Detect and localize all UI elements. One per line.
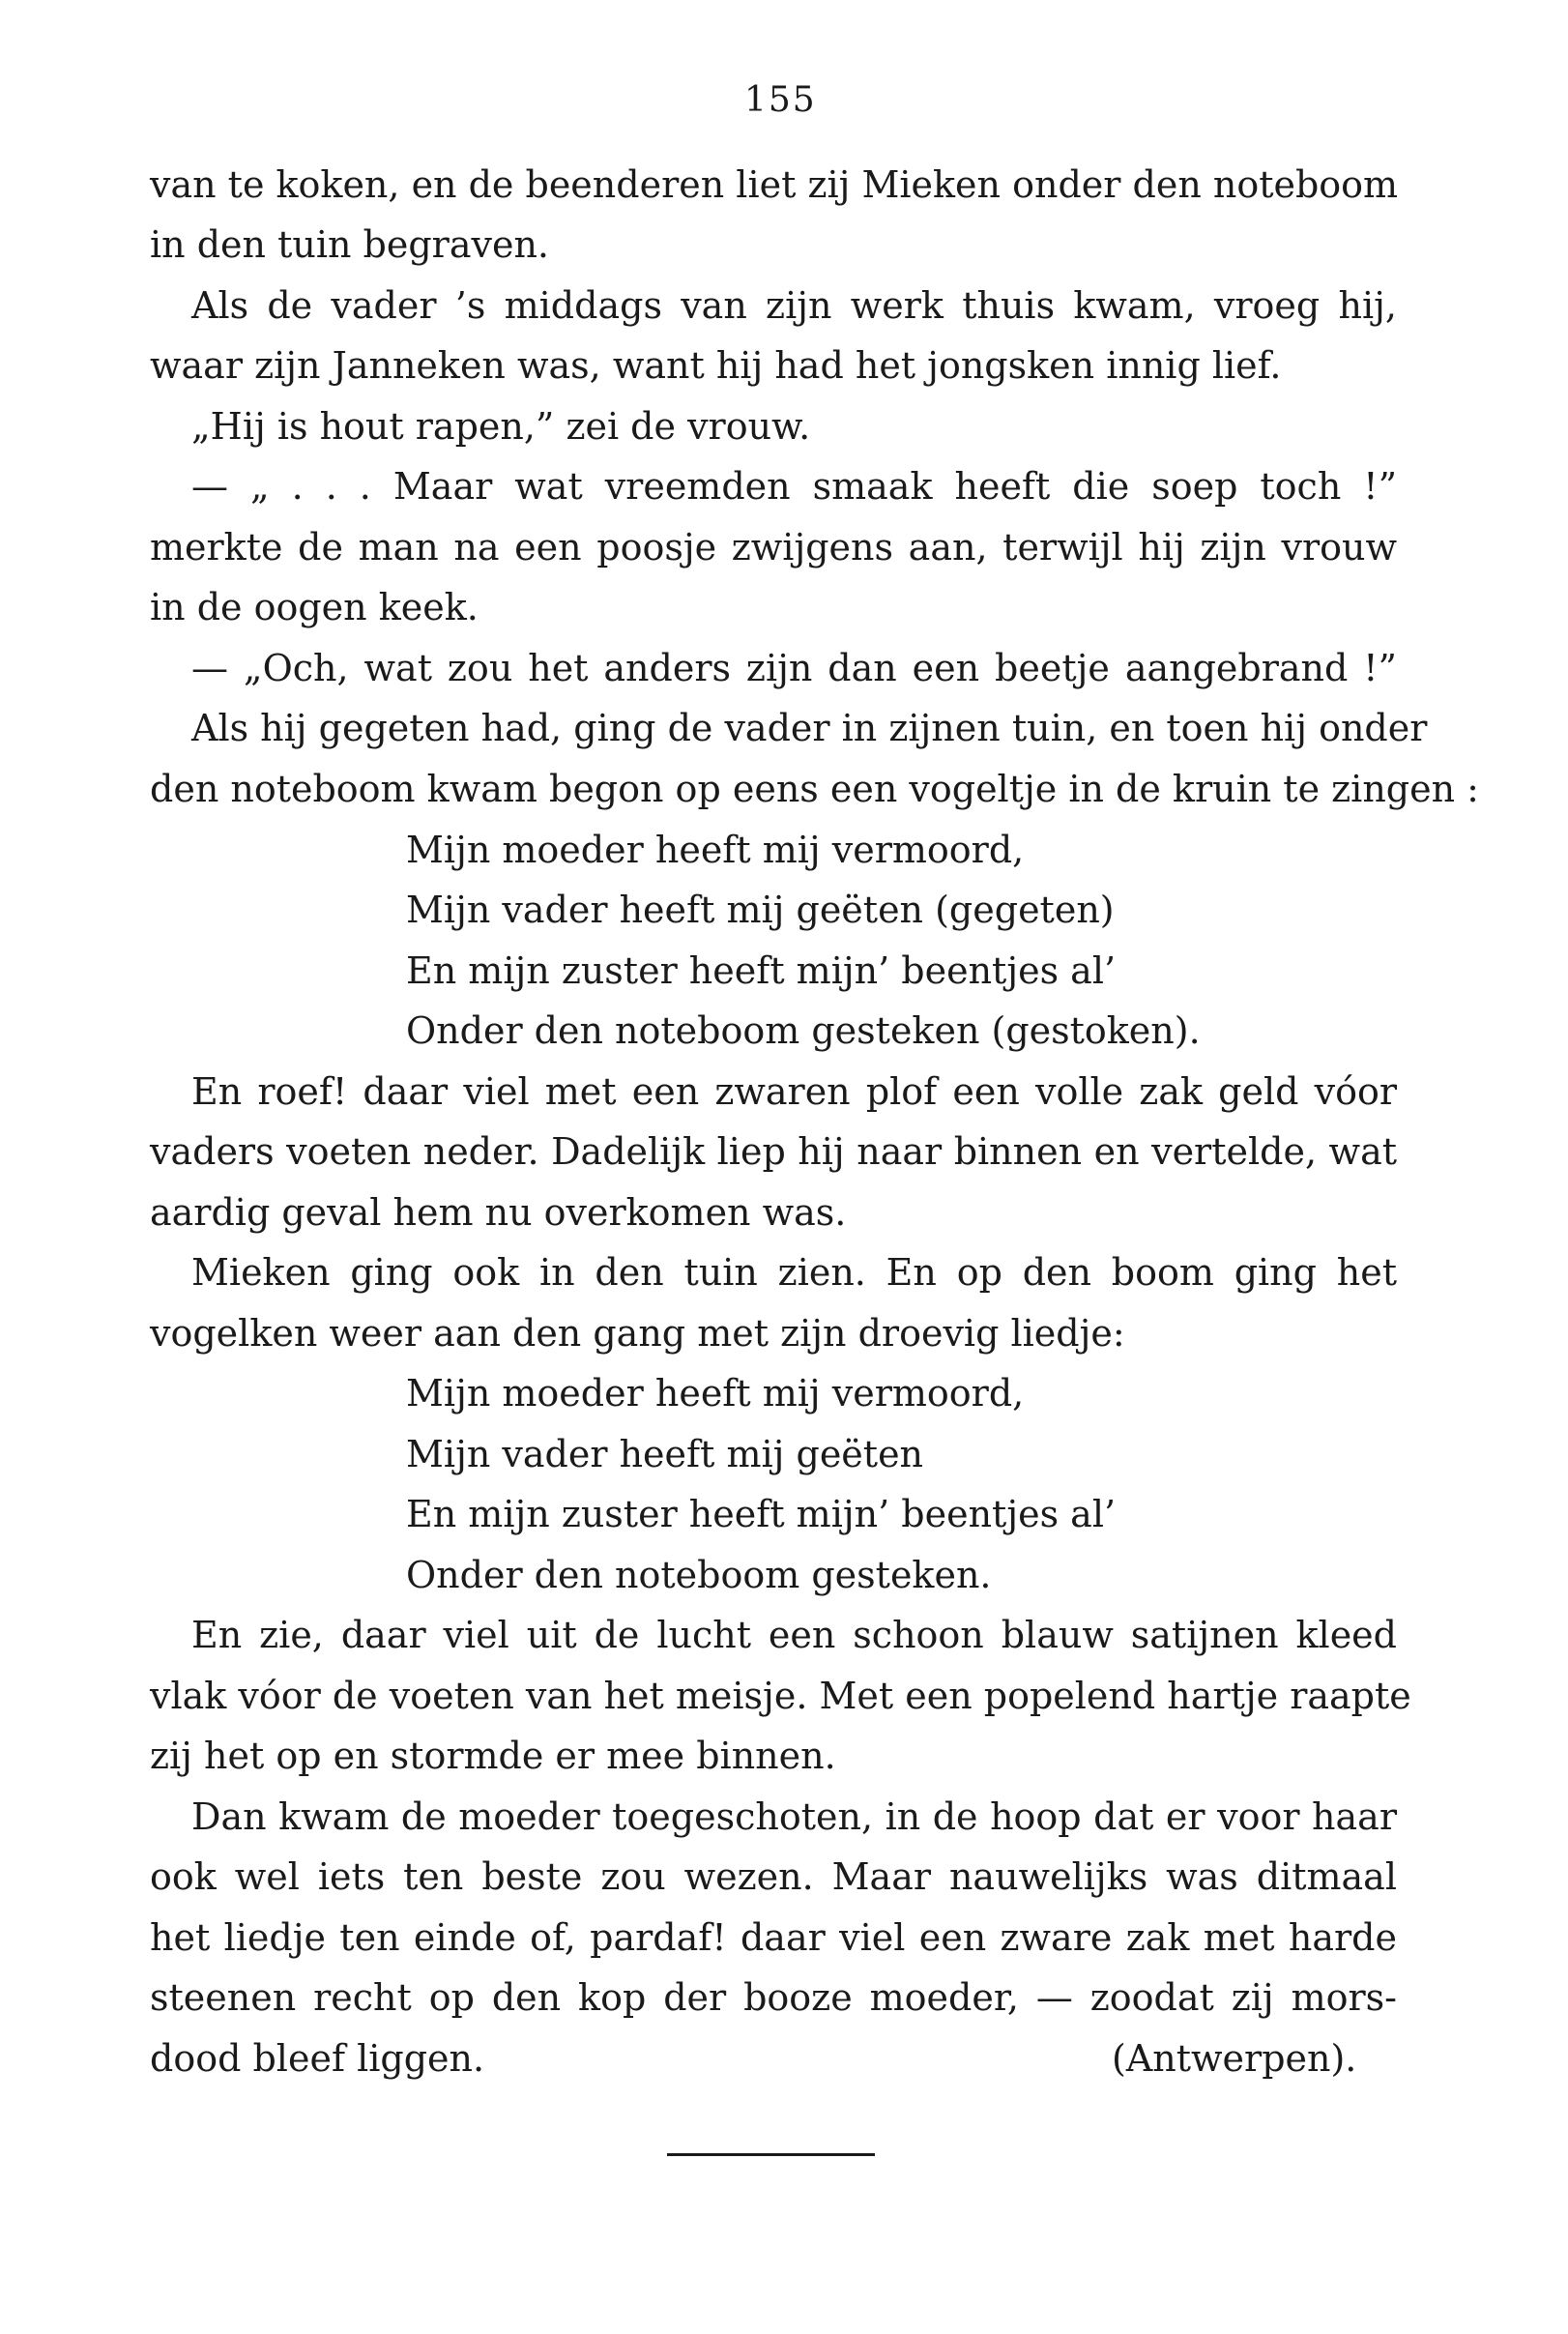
text-line: — „ . . . Maar wat vreemden smaak heeft die soep toch !”: [191, 465, 1397, 508]
text-line: het liedje ten einde of, pardaf! daar viel een zware zak met harde: [150, 1916, 1397, 1959]
text-line: merkte de man na een poosje zwijgens aan, terwijl hij zijn vrouw: [150, 526, 1397, 569]
verse-line: Onder den noteboom gesteken (gestoken).: [406, 1009, 1201, 1052]
text-line: steenen recht op den kop der booze moeder, — zoodat zij mors-: [150, 1976, 1397, 2019]
text-line: in den tuin begraven.: [150, 223, 549, 266]
text-line: in de oogen keek.: [150, 586, 479, 628]
page-number: 155: [744, 80, 817, 120]
text-line: „Hij is hout rapen,” zei de vrouw.: [191, 405, 811, 448]
text-line: vlak vóor de voeten van het meisje. Met een popelend hartje raapte: [150, 1675, 1411, 1717]
text-line: En zie, daar viel uit de lucht een schoon blauw satijnen kleed: [191, 1614, 1397, 1656]
text-line: Als hij gegeten had, ging de vader in zijnen tuin, en toen hij onder: [191, 707, 1428, 749]
text-line: vogelken weer aan den gang met zijn droevig liedje:: [150, 1312, 1125, 1355]
text-line: den noteboom kwam begon op eens een vogeltje in de kruin te zingen :: [150, 768, 1479, 810]
text-line: En roef! daar viel met een zwaren plof een volle zak geld vóor: [191, 1070, 1397, 1113]
text-line: dood bleef liggen.: [150, 2037, 485, 2080]
verse-line: Mijn vader heeft mij geëten: [406, 1433, 924, 1475]
text-line: vaders voeten neder. Dadelijk liep hij naar binnen en vertelde, wat: [150, 1130, 1397, 1173]
text-line: ook wel iets ten beste zou wezen. Maar nauwelijks was ditmaal: [150, 1855, 1397, 1898]
text-line: — „Och, wat zou het anders zijn dan een beetje aangebrand !”: [191, 647, 1397, 689]
text-line: zij het op en stormde er mee binnen.: [150, 1735, 836, 1777]
text-line: aardig geval hem nu overkomen was.: [150, 1191, 847, 1234]
verse-line: Mijn vader heeft mij geëten (gegeten): [406, 889, 1115, 931]
verse-line: En mijn zuster heeft mijn’ beentjes al’: [406, 1493, 1117, 1535]
verse-line: En mijn zuster heeft mijn’ beentjes al’: [406, 949, 1117, 992]
text-line: Dan kwam de moeder toegeschoten, in de hoop dat er voor haar: [191, 1795, 1397, 1838]
verse-line: Onder den noteboom gesteken.: [406, 1554, 992, 1596]
text-line: van te koken, en de beenderen liet zij Mieken onder den noteboom: [150, 163, 1399, 206]
place-attribution: (Antwerpen).: [1112, 2037, 1357, 2080]
text-line: Mieken ging ook in den tuin zien. En op den boom ging het: [191, 1251, 1397, 1294]
verse-line: Mijn moeder heeft mij vermoord,: [406, 829, 1025, 871]
end-rule: [667, 2153, 875, 2156]
text-line: Als de vader ’s middags van zijn werk thuis kwam, vroeg hij,: [191, 284, 1397, 327]
text-line: waar zijn Janneken was, want hij had het jongsken innig lief.: [150, 344, 1282, 387]
verse-line: Mijn moeder heeft mij vermoord,: [406, 1372, 1025, 1415]
